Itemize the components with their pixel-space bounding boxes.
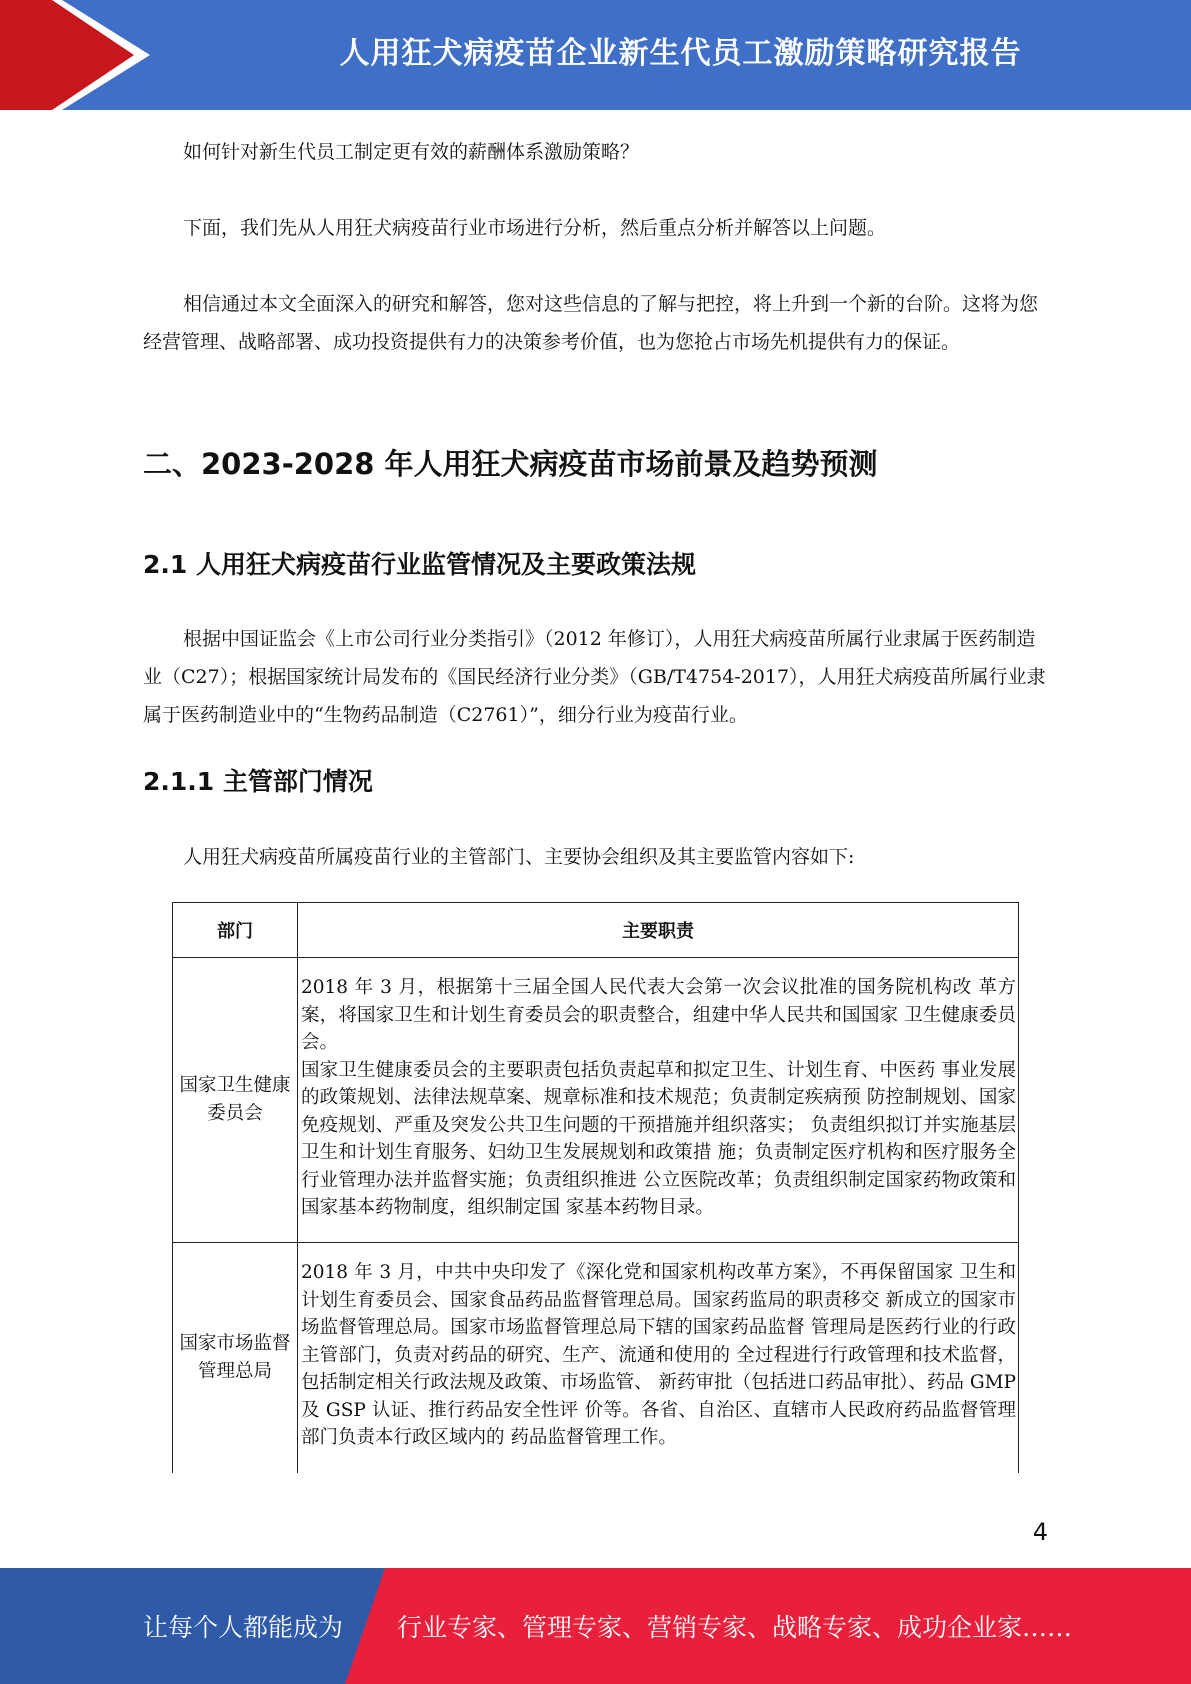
- header-title: 人用狂犬病疫苗企业新生代员工激励策略研究报告: [339, 36, 1022, 71]
- section-2-1-title: 2.1 人用狂犬病疫苗行业监管情况及主要政策法规: [143, 550, 696, 579]
- table-row: [173, 1243, 1019, 1473]
- section-2-1-1-title: 2.1.1 主管部门情况: [143, 767, 373, 796]
- section-2-1-paragraph: 根据中国证监会《上市公司行业分类指引》（2012 年修订），人用狂犬病疫苗所属行业隶属于医药制造业（C27）；根据国家统计局发布的《国民经济行业分类》（GB/T4754-2017），人用狂犬病疫苗所属行业隶属于医药制造业中的“生物药品制造（C2761）”，细分行业为疫苗行业。: [143, 628, 1046, 726]
- table-header-row: [173, 903, 1019, 958]
- table-cell-duty: 2018 年 3 月，根据第十三届全国人民代表大会第一次会议批准的国务院机构改 革方案，将国家卫生和计划生育委员会的职责整合，组建中华人民共和国国家 卫生健康委员会。 国家卫生健康委员会的主要职责包括负责起草和拟定卫生、计划生育、中医药 事业发展的政策规划、法律法规草案、规章标准和技术规范；负责制定疾病预 防控制规划、国家免疫规划、严重及突发公共卫生问题的干预措施并组织落实； 负责组织拟订并实施基层卫生和计划生育服务、妇幼卫生发展规划和政策措 施；负责制定医疗机构和医疗服务全行业管理办法并监督实施；负责组织推进 公立医院改革；负责组织制定国家药物政策和国家基本药物制度，组织制定国 家基本药物目录。: [298, 958, 1019, 1243]
- table-cell-dept: 国家市场监督管理总局: [173, 1243, 298, 1473]
- header-arrow-decoration: [0, 0, 150, 110]
- table-cell-duty: 2018 年 3 月，中共中央印发了《深化党和国家机构改革方案》，不再保留国家 卫生和计划生育委员会、国家食品药品监督管理总局。国家药监局的职责移交 新成立的国家市场监督管理总局。国家市场监督管理总局下辖的国家药品监督 管理局是医药行业的行政主管部门，负责对药品的研究、生产、流通和使用的 全过程进行行政管理和技术监督，包括制定相关行政法规及政策、市场监管、 新药审批（包括进口药品审批）、药品 GMP 及 GSP 认证、推行药品安全性评 价等。各省、自治区、直辖市人民政府药品监督管理部门负责本行政区域内的 药品监督管理工作。: [298, 1243, 1019, 1473]
- intro-paragraph-2: 下面，我们先从人用狂犬病疫苗行业市场进行分析，然后重点分析并解答以上问题。: [183, 217, 887, 239]
- intro-paragraph-3: 相信通过本文全面深入的研究和解答，您对这些信息的了解与把控，将上升到一个新的台阶。这将为您经营管理、战略部署、成功投资提供有力的决策参考价值，也为您抢占市场先机提供有力的保证。: [143, 293, 1039, 353]
- footer-left-text: 让每个人都能成为: [143, 1613, 344, 1642]
- table-cell-dept: 国家卫生健康委员会: [173, 958, 298, 1243]
- regulators-table: [172, 902, 1019, 1473]
- intro-paragraph-1: 如何针对新生代员工制定更有效的薪酬体系激励策略？: [183, 141, 640, 163]
- table-header-duty: 主要职责: [298, 903, 1019, 958]
- page-footer: [0, 1568, 1191, 1684]
- page-header: [0, 0, 1191, 110]
- footer-right-text: 行业专家、管理专家、营销专家、战略专家、成功企业家……: [397, 1613, 1073, 1642]
- page-number: 4: [1032, 1518, 1048, 1546]
- section-2-1-1-paragraph: 人用狂犬病疫苗所属疫苗行业的主管部门、主要协会组织及其主要监管内容如下:: [183, 846, 855, 868]
- table-header-dept: 部门: [173, 903, 298, 958]
- table-row: [173, 958, 1019, 1243]
- section-2-title: 二、2023-2028 年人用狂犬病疫苗市场前景及趋势预测: [143, 447, 878, 481]
